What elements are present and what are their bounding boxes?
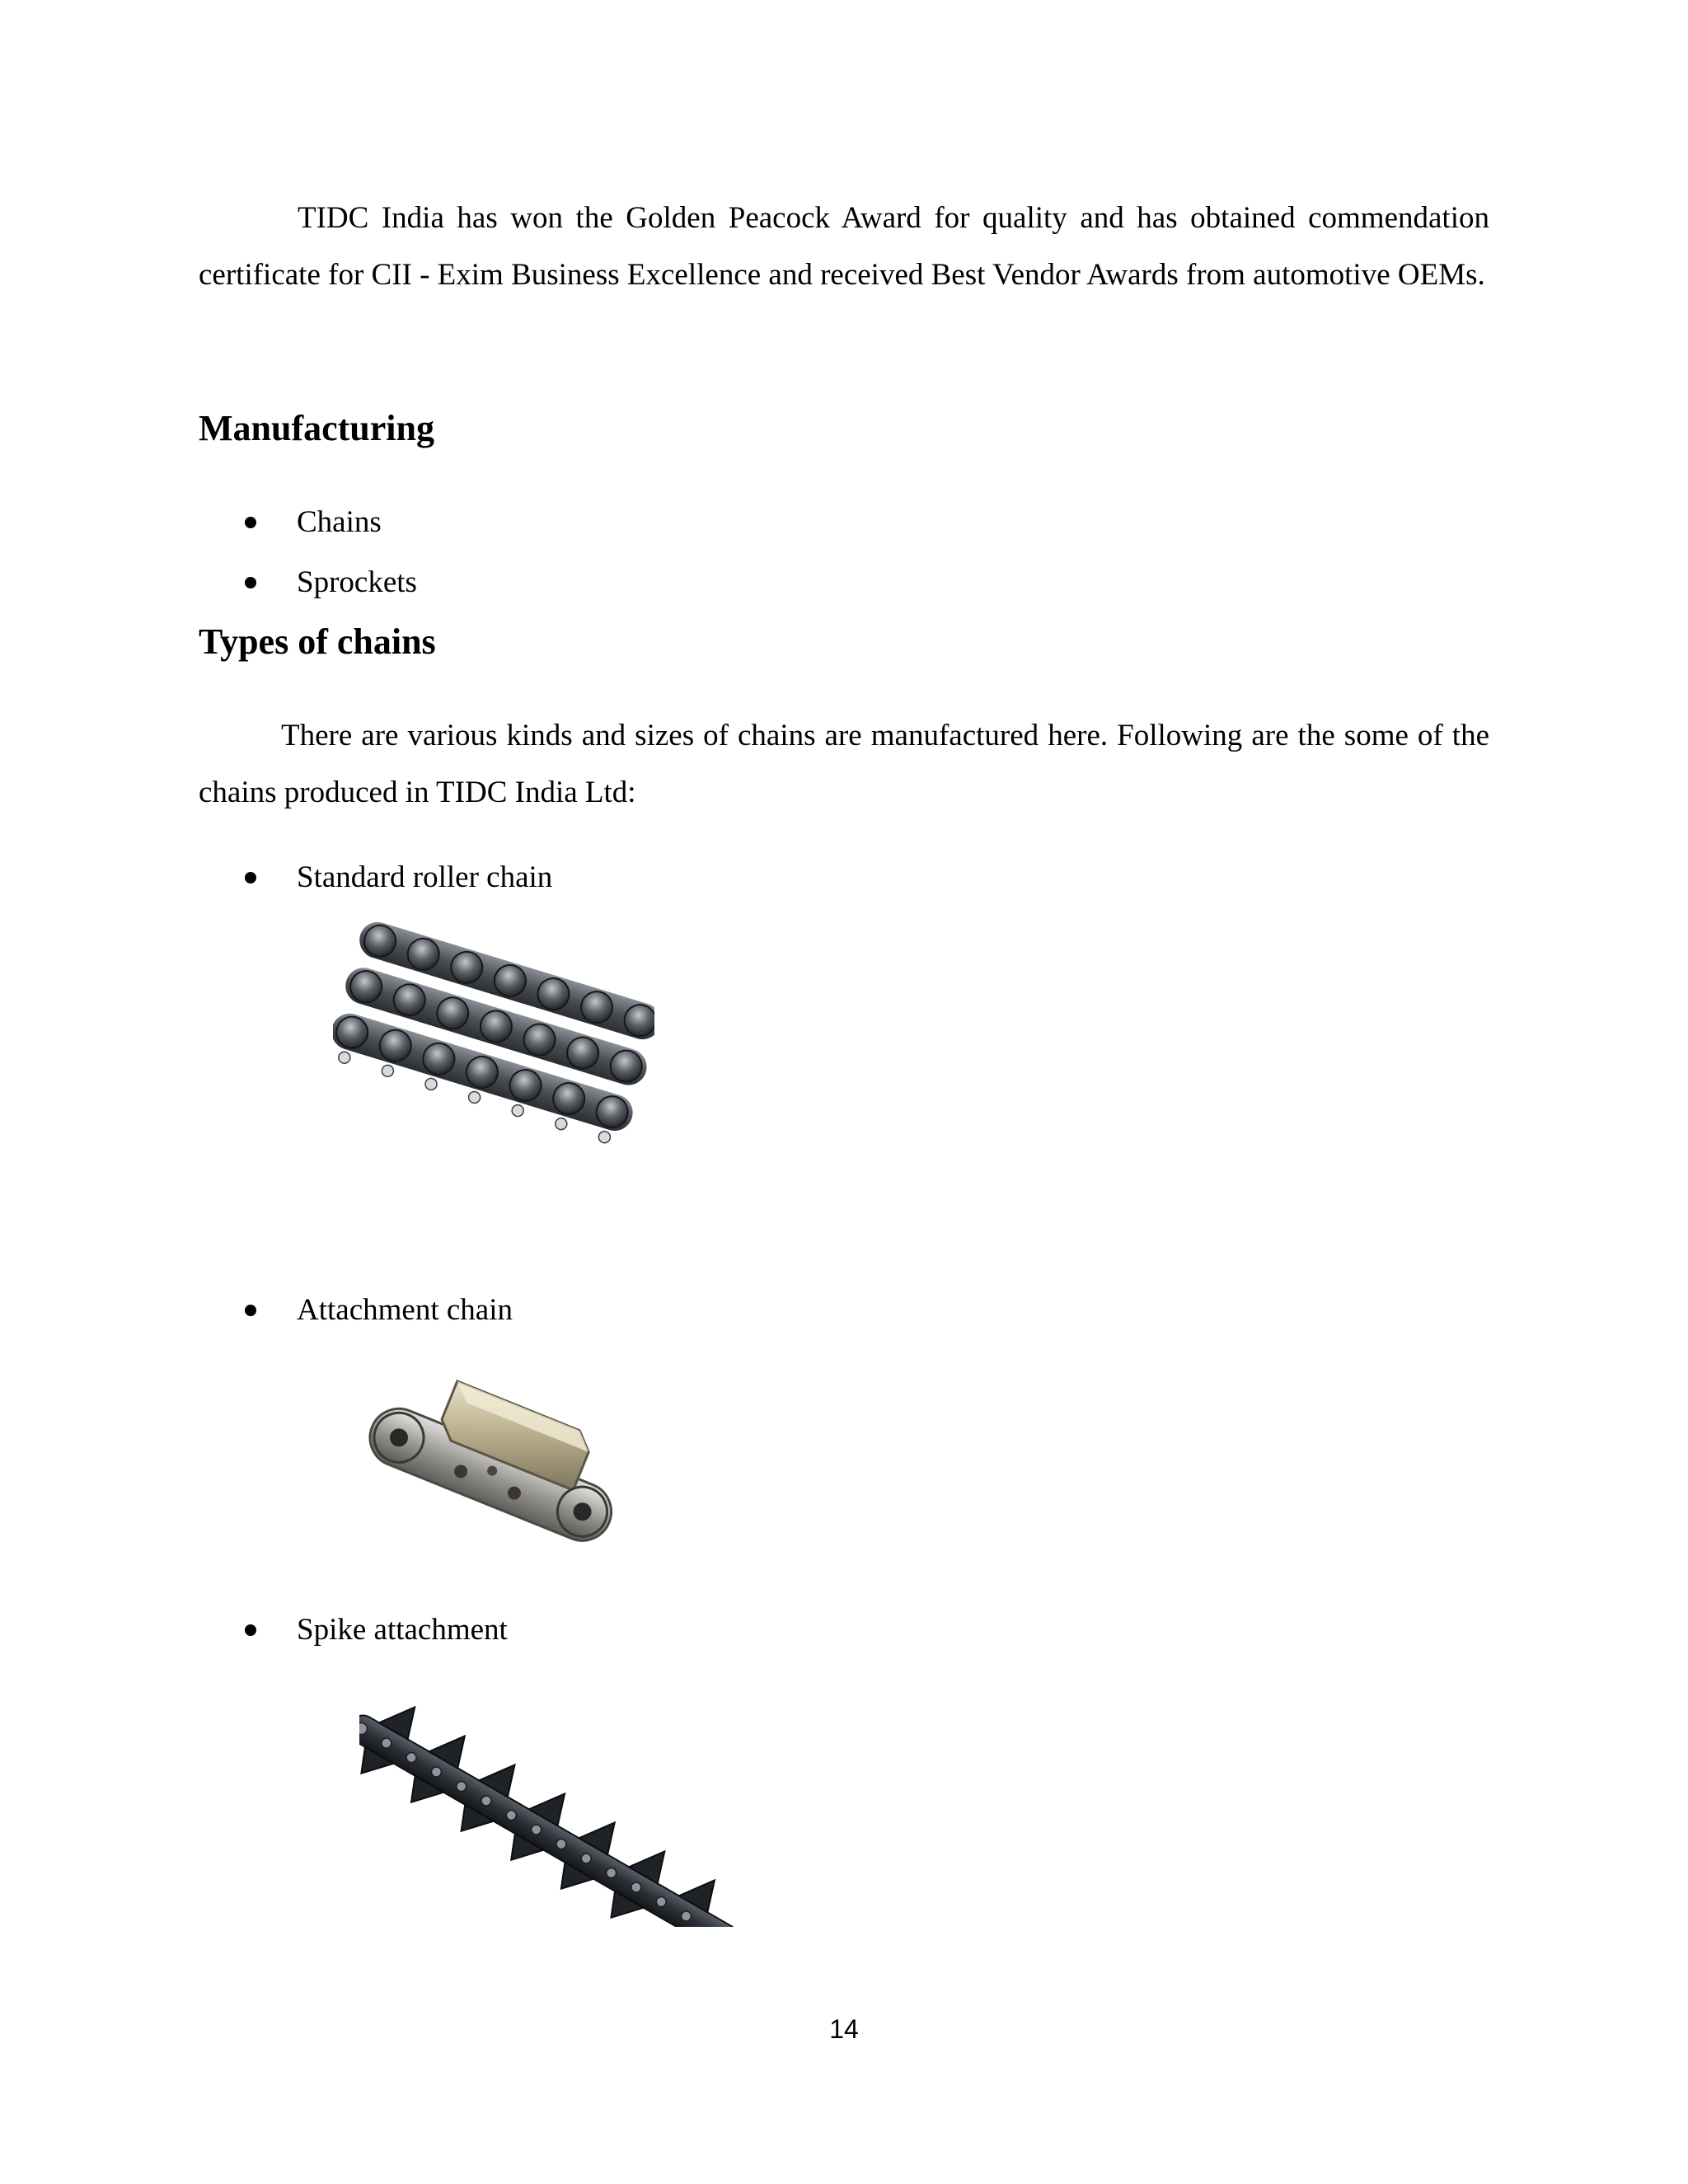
- list-item-standard-roller-chain: [245, 860, 552, 896]
- list-item-label: Sprockets: [297, 565, 417, 599]
- list-item-attachment-chain: [245, 1292, 513, 1329]
- attachment-chain-image: [349, 1368, 638, 1566]
- bullet-icon: [245, 517, 256, 528]
- types-paragraph: There are various kinds and sizes of chains are manufactured here. Following are the some of the chains produced in TIDC India Ltd:: [199, 719, 1489, 809]
- list-item-chains: [245, 504, 382, 541]
- bullet-icon: [245, 577, 256, 588]
- page-number: 14: [829, 2014, 859, 2044]
- list-item-label: Spike attachment: [297, 1613, 508, 1647]
- list-item-spike-attachment: [245, 1612, 508, 1648]
- spike-attachment-image: [359, 1680, 771, 1927]
- manufacturing-heading: Manufacturing: [199, 408, 434, 448]
- intro-paragraph: TIDC India has won the Golden Peacock Award for quality and has obtained commendation certificate for CII - Exim Business Excellence and received Best Vendor Awards from automotive OEMs.: [199, 201, 1489, 292]
- bullet-icon: [245, 872, 256, 883]
- list-item-label: Chains: [297, 505, 382, 539]
- types-of-chains-heading: Types of chains: [199, 621, 436, 662]
- standard-roller-chain-image: [333, 911, 654, 1162]
- bullet-icon: [245, 1305, 256, 1316]
- bullet-icon: [245, 1624, 256, 1636]
- list-item-sprockets: [245, 565, 417, 601]
- list-item-label: Attachment chain: [297, 1293, 513, 1327]
- list-item-label: Standard roller chain: [297, 860, 553, 894]
